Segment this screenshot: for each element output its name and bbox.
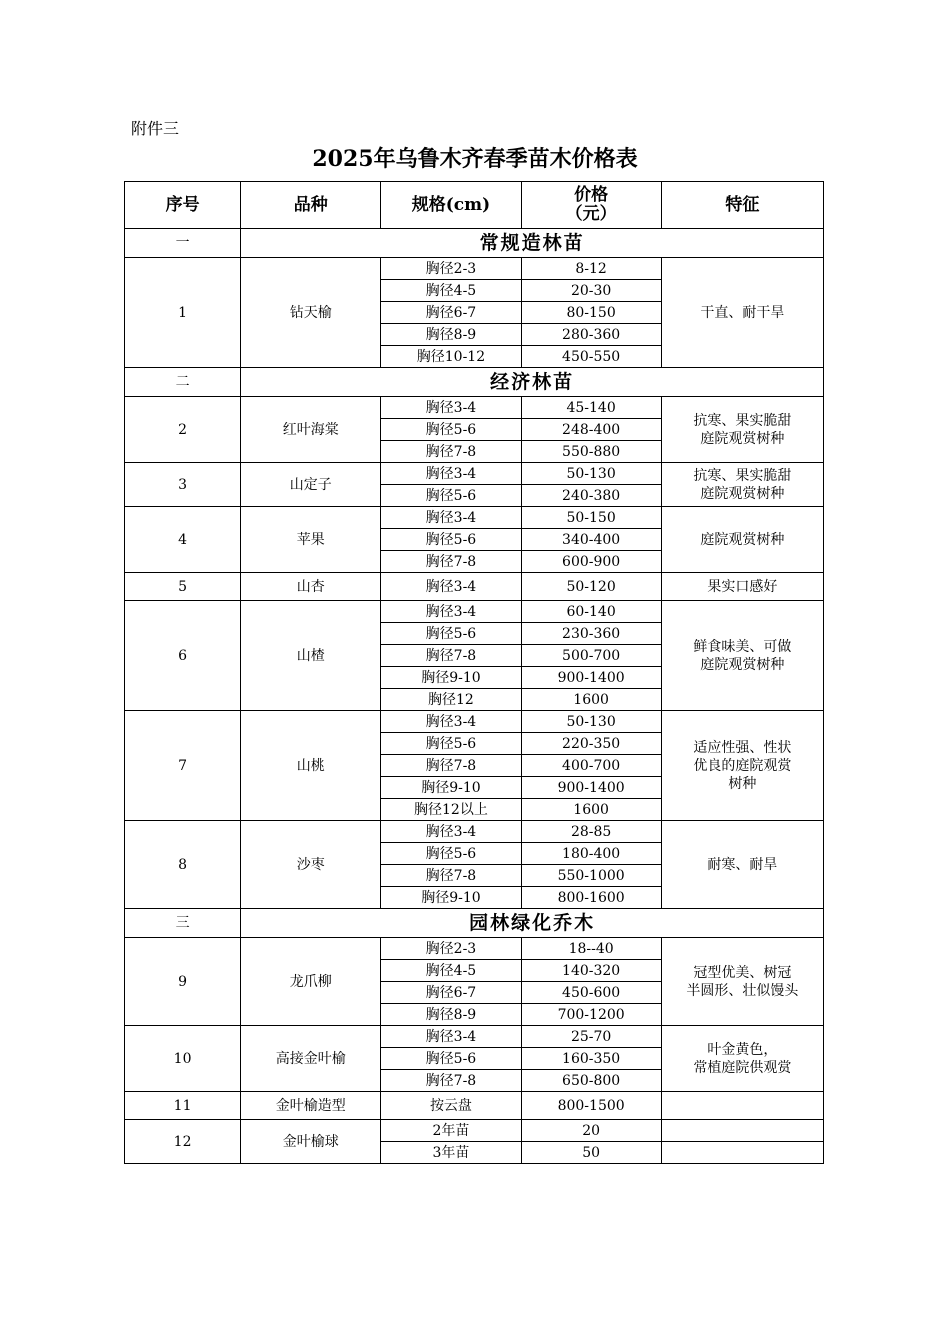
item-variety: 山定子 [241,463,381,507]
item-price: 280-360 [521,324,661,346]
item-spec: 胸径5-6 [381,419,521,441]
item-price: 900-1400 [521,777,661,799]
table-row [125,711,824,733]
table-row [125,938,824,960]
page-title: 2025年乌鲁木齐春季苗木价格表 [312,146,638,172]
item-feature-line: 鲜食味美、可做 [693,638,792,655]
item-price: 450-600 [521,982,661,1004]
item-price: 45-140 [521,397,661,419]
item-spec: 胸径12以上 [381,799,521,821]
item-spec: 胸径9-10 [381,777,521,799]
item-spec: 胸径7-8 [381,441,521,463]
section-title: 园林绿化乔木 [241,909,824,938]
table-row [125,507,824,529]
item-price: 800-1500 [521,1092,661,1120]
item-feature-line: 半圆形、壮似馒头 [686,982,799,999]
item-price: 1600 [521,799,661,821]
item-price: 160-350 [521,1048,661,1070]
item-variety: 山杏 [241,573,381,601]
item-price: 500-700 [521,645,661,667]
item-price: 80-150 [521,302,661,324]
item-spec: 胸径10-12 [381,346,521,368]
item-feature [661,258,823,368]
item-price: 50-130 [521,711,661,733]
table-row [125,821,824,843]
item-number: 6 [125,601,241,711]
section-row [125,229,824,258]
item-price: 20 [521,1120,661,1142]
table-row [125,601,824,623]
item-price: 230-360 [521,623,661,645]
item-number: 10 [125,1026,241,1092]
item-spec: 胸径7-8 [381,551,521,573]
item-spec: 胸径3-4 [381,601,521,623]
item-number: 2 [125,397,241,463]
item-price: 248-400 [521,419,661,441]
item-spec: 胸径5-6 [381,485,521,507]
attachment-label: 附件三 [131,119,180,138]
item-spec: 3年苗 [381,1142,521,1164]
item-spec: 胸径3-4 [381,711,521,733]
item-feature-line: 冠型优美、树冠 [693,964,792,981]
item-price: 220-350 [521,733,661,755]
item-feature [661,507,823,573]
item-feature-line: 抗寒、果实脆甜 [693,412,792,429]
item-feature [661,1142,823,1164]
item-price: 50-120 [521,573,661,601]
item-spec: 胸径4-5 [381,960,521,982]
item-spec: 胸径8-9 [381,324,521,346]
item-price: 60-140 [521,601,661,623]
section-row [125,368,824,397]
item-price: 240-380 [521,485,661,507]
item-feature-line: 果实口感好 [707,578,778,595]
item-spec: 胸径3-4 [381,821,521,843]
item-spec: 胸径3-4 [381,463,521,485]
item-number: 12 [125,1120,241,1164]
header-price-line2: （元） [565,204,617,224]
item-number: 1 [125,258,241,368]
item-spec: 胸径12 [381,689,521,711]
item-price: 50-150 [521,507,661,529]
header-variety: 品种 [241,182,381,229]
item-variety: 沙枣 [241,821,381,909]
item-price: 180-400 [521,843,661,865]
item-spec: 胸径5-6 [381,733,521,755]
item-spec: 胸径9-10 [381,667,521,689]
section-row [125,909,824,938]
item-price: 18--40 [521,938,661,960]
item-variety: 金叶榆球 [241,1120,381,1164]
item-spec: 胸径7-8 [381,645,521,667]
price-table [124,181,824,1164]
item-spec: 胸径5-6 [381,529,521,551]
item-price: 700-1200 [521,1004,661,1026]
header-row [125,182,824,229]
section-number: 三 [125,909,241,938]
item-feature-line: 庭院观赏树种 [700,430,785,447]
item-price: 1600 [521,689,661,711]
header-price-line1: 价格 [574,185,609,205]
item-spec: 胸径5-6 [381,1048,521,1070]
item-spec: 胸径3-4 [381,1026,521,1048]
item-price: 8-12 [521,258,661,280]
item-price: 50-130 [521,463,661,485]
table-row [125,463,824,485]
table-row [125,397,824,419]
section-title: 常规造林苗 [241,229,824,258]
item-feature-line: 庭院观赏树种 [700,531,785,548]
item-feature-line: 常植庭院供观赏 [693,1059,792,1076]
item-spec: 胸径3-4 [381,507,521,529]
item-spec: 2年苗 [381,1120,521,1142]
item-price: 400-700 [521,755,661,777]
item-price: 550-880 [521,441,661,463]
item-feature-line: 适应性强、性状 [693,739,792,756]
item-price: 340-400 [521,529,661,551]
item-price: 25-70 [521,1026,661,1048]
section-number: 一 [125,229,241,258]
section-number: 二 [125,368,241,397]
item-price: 20-30 [521,280,661,302]
item-feature [661,463,823,507]
item-spec: 胸径5-6 [381,843,521,865]
item-variety: 钻天榆 [241,258,381,368]
item-spec: 胸径7-8 [381,865,521,887]
item-feature-line: 叶金黄色， [707,1041,778,1058]
item-feature [661,573,823,601]
item-number: 8 [125,821,241,909]
item-feature [661,1120,823,1142]
item-number: 3 [125,463,241,507]
item-feature [661,601,823,711]
item-number: 7 [125,711,241,821]
header-price [521,182,661,229]
item-price: 28-85 [521,821,661,843]
item-feature-line: 抗寒、果实脆甜 [693,467,792,484]
header-no: 序号 [125,182,241,229]
item-feature [661,1092,823,1120]
item-feature-line: 干直、耐干旱 [700,304,785,321]
header-feature: 特征 [661,182,823,229]
item-price: 800-1600 [521,887,661,909]
section-title: 经济林苗 [241,368,824,397]
table-row [125,1120,824,1142]
table-row [125,1092,824,1120]
item-feature [661,821,823,909]
table-row [125,573,824,601]
item-feature-line: 树种 [728,775,757,792]
item-spec: 胸径3-4 [381,397,521,419]
item-variety: 金叶榆造型 [241,1092,381,1120]
item-price: 600-900 [521,551,661,573]
table-row [125,258,824,280]
item-spec: 按云盘 [381,1092,521,1120]
item-number: 11 [125,1092,241,1120]
item-feature [661,711,823,821]
item-spec: 胸径4-5 [381,280,521,302]
item-spec: 胸径8-9 [381,1004,521,1026]
item-spec: 胸径6-7 [381,982,521,1004]
item-spec: 胸径5-6 [381,623,521,645]
item-spec: 胸径9-10 [381,887,521,909]
item-price: 50 [521,1142,661,1164]
header-spec: 规格(cm) [381,182,521,229]
item-spec: 胸径2-3 [381,258,521,280]
item-price: 140-320 [521,960,661,982]
item-spec: 胸径7-8 [381,755,521,777]
item-feature [661,1026,823,1092]
item-number: 5 [125,573,241,601]
item-variety: 龙爪柳 [241,938,381,1026]
item-feature-line: 庭院观赏树种 [700,656,785,673]
item-variety: 红叶海棠 [241,397,381,463]
item-variety: 高接金叶榆 [241,1026,381,1092]
item-spec: 胸径7-8 [381,1070,521,1092]
item-feature-line: 优良的庭院观赏 [693,757,792,774]
item-feature-line: 庭院观赏树种 [700,485,785,502]
item-number: 4 [125,507,241,573]
table-row [125,1026,824,1048]
item-feature [661,938,823,1026]
item-price: 550-1000 [521,865,661,887]
item-spec: 胸径6-7 [381,302,521,324]
item-feature-line: 耐寒、耐旱 [707,856,778,873]
item-variety: 山桃 [241,711,381,821]
item-variety: 山楂 [241,601,381,711]
item-feature [661,397,823,463]
item-variety: 苹果 [241,507,381,573]
item-price: 450-550 [521,346,661,368]
item-spec: 胸径2-3 [381,938,521,960]
item-number: 9 [125,938,241,1026]
item-price: 650-800 [521,1070,661,1092]
item-spec: 胸径3-4 [381,573,521,601]
item-price: 900-1400 [521,667,661,689]
